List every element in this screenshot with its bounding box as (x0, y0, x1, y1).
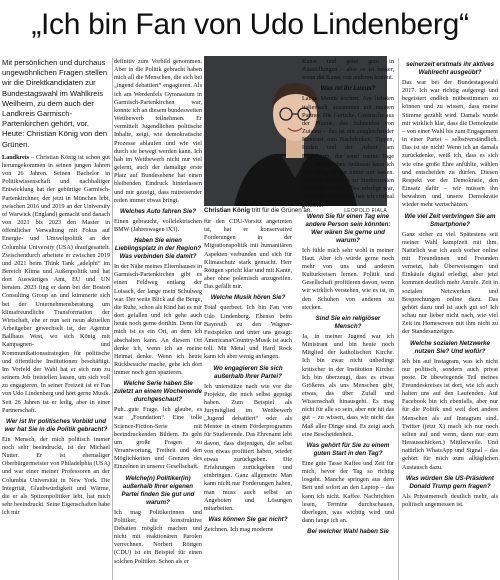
answer: Ganz sicher zu viel. Spätestens seit meiner Wahl kampfzeit mit ihm. Natürlich war ich auch vorher online mit Freundinnen und Freunden vernetzt, hab Überweisungen und Einkäufe digital erledigt, aber jetzt kommen deutlich mehr Anrufe. Zeit in sozialen Netzwerken und Besprechungen online dazu. Das gehört dazu und ist auch gut so! Ich schau nur lieber nicht nach, wie viel Zeit im Homescreen mit ihm nicht zu der Standesanzeigen. (402, 230, 498, 336)
question: Was können Sie gar nicht? (208, 516, 288, 523)
column-1 (2, 58, 110, 517)
question: seinerzeit erstmals ihr aktives Wahlrecht ausgeübt? (405, 61, 495, 76)
column-5 (402, 58, 498, 509)
caption-text: tritt für die Grünen an. (250, 207, 312, 214)
column-divider (398, 58, 399, 580)
answer: Ein Mensch, der mich politisch immer noch sehr beeindruckt, ist der Michael Nutter. Er ist ehemaliger Oberbürgermeister von Philadelphia (USA) und war einer meiner Professoren an der Columbia Universität in New York. Die Integrität, Glaubwürdigkeit und Wärme, die er als Spitzenpolitiker lebt, hat mich sehr beeindruckt. Seine Eigenschaften habe ich mir (2, 435, 110, 517)
question: Wo engagieren Sie sich außerhalb Ihrer Partei? (213, 364, 283, 380)
question: Welche sozialen Netzwerke nutzen Sie? Und wofür? (409, 339, 490, 355)
question: Bei welcher Wahl haben Sie (307, 528, 389, 536)
dateline: Landkreis (2, 153, 30, 161)
answer: Ich mag Politikerinnen und Politiker, die konstruktive Debatten möglich machen und nicht mit reaktionären Parolen verrechnen. Norbert Röttgen (CDU) ist ein Beispiel für einen solchen Politiker. Schon als er (114, 508, 202, 565)
question: Welches Auto fahren Sie? (120, 207, 196, 215)
question: Welche(n) Politiker(in) außerhalb Ihrer eigenen Partei finden Sie gut und warum? (121, 474, 195, 506)
headline: „Ich bin Fan von Udo Lindenberg“ (31, 8, 469, 41)
answer: Zeichnen. Ich mag moderne (204, 526, 274, 533)
column-divider (112, 58, 113, 580)
caption-name: Christian König (204, 207, 251, 214)
answer: Das war bei der Bundestagswahl 2017. Ich war richtig aufgeregt und begeistert endlich mitbestimmen zu können und zu wissen, dass meine Stimme gezählt wird. Damals wurde mir wirklich klar, dass die Demokratie – von einer Wahl bis zum Engagement in einer Partei – selbstverständlich. Das ist sie nicht! Wenn ich an damals zurückdenke, weiß ich, dass es sich wie eine große Ehre anfühlte, wählen und entscheiden zu dürfen. Diesen Respekt vor der Demokratie, den Einsatz dafür – wir müssen ihn bewahren und unsere Demokratie wieder mehr wertschätzen. (402, 79, 498, 209)
question: Sind Sie ein religiöser Mensch? (315, 314, 381, 330)
answer: Lange Menüs kochen. Am liebsten italienisch, zusammen mit meinen Partner. Die Gerüche, Geräusche aus der Pfanne, das Schneiden von Zutaten – das ist ein ausgleichender Kontrast zum Nachdenken, Tippen, Reden und der Arbeit am Bildschirm, die sonst meine Tage füllt. Bei solchen Anlässen kann ich den Alltag so gut hinter mir lassen. Das hab ich schon zu Studienzeiten gemacht – wenn alles erledigt war, auch spät am Abend, hab ich erstmal gekocht. (302, 95, 394, 209)
answer: Puh...gute Frage. Ich glaube, es war „Foundation“. Eine tolle Science-Fiction-Serie mit beeindruckenden Bildern. Es geht um große Fragen zu Verantwortung, Freiheit und den Möglichkeiten und Grenzen des Einzelnen in unserer Gesellschaft. (114, 406, 202, 471)
column-3 (204, 218, 292, 534)
answer: Ich bin auf Instagram, was ich nicht nur politisch, sondern auch privat poste. Dr übewiegende Teil meines Freundeskreises ist dort, wie ich auch halten uns auf den Laufenden. Auf Facebook bin ich ebenfalls, aber nur für die Politik und weil dort andere Menschen als auf Instagram sind. Twitter (jetzt X) mach ich nur noch selten auf und wenn, dann nur zum Herausschicken.) Mittlerweile. Und natürlich WhatsApp und Signal – das gehört für mich zum alltäglichen Austausch dazu. (402, 357, 498, 471)
question: Welche Serie haben Sie zuletzt an einem Wochenende durchgeschaut? (114, 380, 202, 404)
answer: Ja, in meiner Jugend war ich Ministrant und bin heute noch Mitglied der katholischen Kirche. Ich bin zwar nicht unbedingt kritischer in der Institution Kirche: Ich bin überzeugt, dass es etwas Größeres als uns Menschen gibt, etwas, das über Zufall und Wissenschaft hinausgeht. Es mag nicht für alle so sein, aber mir tut das gut – zu wissen, dass wir nicht das Maß aller Dinge sind. Es zeigt auch eine Bescheidenheit. (302, 332, 394, 438)
answer: Total querbeet. Ich bin Fan von Udo Lindenberg. Ebenso beim Bayreuth zu den Wagner-Festspielen und unter uns gesagt: Americana/Country-Musik ist auch toll. Mit Metal und Hard Rock kann ich aber wenig anfangen. (204, 304, 292, 361)
answer: definitiv zum Vorbild genommen. Aber in die Politik gebracht haben mich all die Menschen, die sich bei „ingend debattiert“ engagieren. Als ich am Werdenfels Gymnasium in Garmisch-Partenkirchen war, konnte ich an diesem bundesweiten Wettbewerb teilnehmen. Er vermittelt Jugendlichen politische Inhalte, zeigt, wie demokratische Prozesse ablaufen und wie viel durch sie bewegt werden kann. Ich hab im Wettbewerb nicht nur viel gelernt, auch der damalige erste Platz auf Bundesebene hat einen bleibenden Eindruck hinterlassen und mir gezeigt, dass mitreisender reden immer etwas bringt. (114, 58, 202, 204)
photo-credit: LEOPOLD FIALA (344, 208, 387, 214)
question: Was gehört für Sie zu einem guten Start in den Tag? (306, 441, 390, 457)
answer: Kunst und gehe gern in Ausstellungen – aber es ist besser, wenn die Kunst von anderen kommt. (302, 58, 394, 82)
question: Wie viel Zeit verbringen Sie am Smartphone? (404, 212, 496, 228)
question: Haben Sie einen Lieblingsplatz in der Region? Was verbinden Sie damit? (114, 237, 202, 261)
answer: für den CDU-Vorsitz angetreten ist, hat er konservative Forderungen in der Migrationspolitik mit humanitären Aspekten verbunden und sich für Klimaschutz stark gemacht. Herr Röttgen spricht klar und mit Kante, aber ohne polemisch anzugreifen. Das gefällt mir. (204, 218, 292, 291)
answer: Ich fühle mich sehr wohl in meiner Haut. Aber ich würde gerne noch mehr von uns und anderen Kulturkreisen lernen. Politik und Gesellschaft profitieren davon, wenn wir wirklich verstehen, wie es ist, in den Schuhen von anderen zu stecken. (302, 246, 394, 311)
question: Welche Musik hören Sie? (210, 294, 286, 302)
question: Wer ist Ihr politisches Vorbild und wer hat Sie in die Politik gebracht? (4, 417, 108, 433)
body-text: – Christian König ist schon gut herumgekommen in seinen jungen Jahren von 26 Jahren. Seinen Bachelor in Politikwissenschaft und nachhaltiger Entwicklung hat der gebürtige Garmisch-Partenkirchner, der jetzt in München lebt, zwischen 2016 und 2019 an der University of Warwick (England) gemacht und danach von 2021 bis 2023 den Master in öffentlicher Verwaltung mit Fokus auf Energie- und Umweltpolitik an der Columbia University (USA) draufgesattelt. Zwischendurch arbeitete er zwischen 2019 und 2021 beim Think Tank „adelphi“ im Bereich Klima und Außenpolitik und hat dort Auswärtiges Amt, EU und UN beraten. 2023 fing er dann bei der Boston Consulting Group an und kümmerte sich bei der Unternehmensberatung um klimafreundliche Transformation der Wirtschaft, ehe er nun seit neun aktuellen Arbeitgeber gewechselt ist, der Agentur Ballhaus West, wo sich König mit Kampagnen- und Kommunikationsstrategien für politische und öffentliche Institutionen beschäftigt. Im Vorfeld der Wahl hat er sich nun zu seinem Job freistellen lassen, um sich voll zu engagieren. In seiner Freizeit ist er Fan von Udo Lindenberg und hört gerne Musik. Seit 26 Jahren ist er ledig, aber in einer Partnerschaft. (2, 153, 110, 414)
answer: Ich unterstütze nach wie vor die Projekte, die mich selbst geprägt haben. Zum Beispiel als Jurymitglied im Wettbewerb „Jugend debattiert“ oder als Mentor in einem Förderprogramm für Studierende. Das Ehrenamt lebt davon, dass diejenigen, die selbst von etwas profitiert haben, wieder etwas zurückgeben. Die Erfahrungen zurückgeben und einbringen. Ganz allgemein: Man kann nicht nur Forderungen haben, man muss auch selbst an Angeboten und Lösungen mitarbeiten. (204, 382, 292, 512)
answer: In der Nähe meines Elternhauses in Garmisch-Partenkirchen gibt es einen Feldweg entlang der Loisach, der lange mein Schulweg war. Der weite Blick auf die Berge, die Ruhe, schon als Kind hat es mir dort gefallen und ich gehe auch heute noch gerne dorthin. Denn für mich ist es ein Ort, an dem ich abschalten kann. An diesem Ort denke ich, wenn ich an meine Heimat denke. Wenn ich heute Rückbesuche mache, gehe ich dort immer noch gern spazieren. (114, 263, 202, 377)
question: Was ist Ihr Luxus? (320, 85, 376, 93)
question: Wenn Sie für einen Tag eine andere Person sein könnten: Wer wären Sie gerne und warum? (305, 212, 391, 244)
column-2 (114, 58, 202, 566)
answer: Einen gebraucht, vollelektrischen BMW (Jahreswagen iX3). (114, 217, 202, 233)
column-4 (302, 58, 394, 538)
answer: Eine gute Tasse Kaffee und Zeit für mich, bevor der Tag so richtig losgeht. Manche springen aus dem Bett und sofort an den Laptop – das kann ich nicht. Kaffee. Nachrichten lesen, Termine durchschauen, überlegen, was wichtig wird und dann fange ich an. (302, 459, 394, 525)
answer: Als Privatmensch deutlich mehr, als politisch angemessen ist. (402, 492, 498, 508)
body-paragraph (2, 154, 110, 415)
intro-text: Mit persönlichen und durchaus ungewöhnlichen Fragen stellen wir die Direktkandidaten zur Bundestagswahl im Wahlkreis Weilheim, zu dem auch der Landkreis Garmisch-Partenkirchen gehört, vor. Heute: Christian König von den Grünen. (2, 58, 108, 149)
question: Was würden Sie US-Präsident Donald Trump gern fragen? (406, 474, 494, 490)
